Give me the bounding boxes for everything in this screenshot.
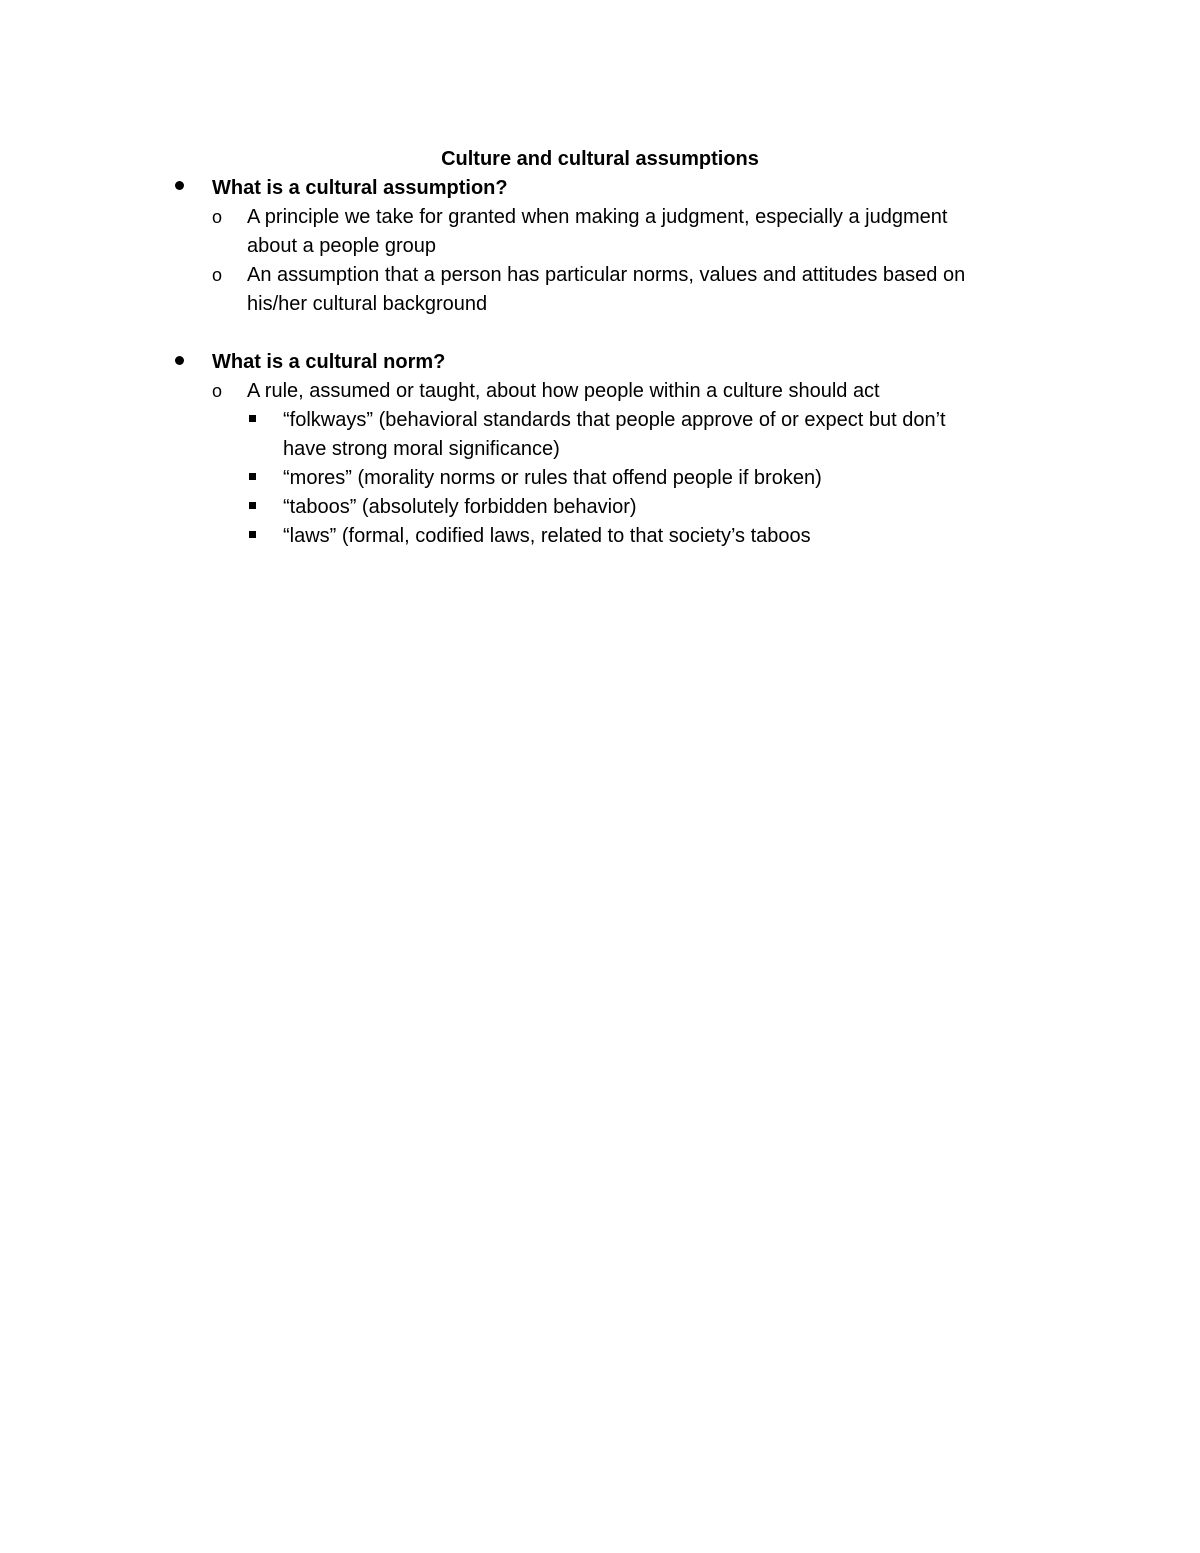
bullet-dot-icon <box>175 181 184 190</box>
bullet-square-icon <box>249 531 256 538</box>
bullet-circle-icon: o <box>212 265 223 285</box>
sublist-item-line: “mores” (morality norms or rules that offend people if broken) <box>283 467 822 489</box>
list-item-line: about a people group <box>247 235 437 257</box>
section-heading-assumption: What is a cultural assumption? <box>212 177 508 199</box>
bullet-circle-icon: o <box>212 381 223 401</box>
section-heading-norm: What is a cultural norm? <box>212 351 446 373</box>
sublist-item-line: “taboos” (absolutely forbidden behavior) <box>283 496 637 518</box>
sublist-item-line: have strong moral significance) <box>283 438 560 460</box>
bullet-dot-icon <box>175 356 184 365</box>
list-item-line: his/her cultural background <box>247 293 488 315</box>
bullet-circle-icon: o <box>212 207 223 227</box>
bullet-square-icon <box>249 502 256 509</box>
bullet-square-icon <box>249 415 256 422</box>
list-item-line: A principle we take for granted when making a judgment, especially a judgment <box>247 206 948 228</box>
list-item-line: A rule, assumed or taught, about how people within a culture should act <box>247 380 880 402</box>
sublist-item-line: “folkways” (behavioral standards that people approve of or expect but don’t <box>283 409 946 431</box>
bullet-square-icon <box>249 473 256 480</box>
list-item-line: An assumption that a person has particular norms, values and attitudes based on <box>247 264 966 286</box>
document-title: Culture and cultural assumptions <box>441 148 759 170</box>
sublist-item-line: “laws” (formal, codified laws, related to that society’s taboos <box>283 525 811 547</box>
